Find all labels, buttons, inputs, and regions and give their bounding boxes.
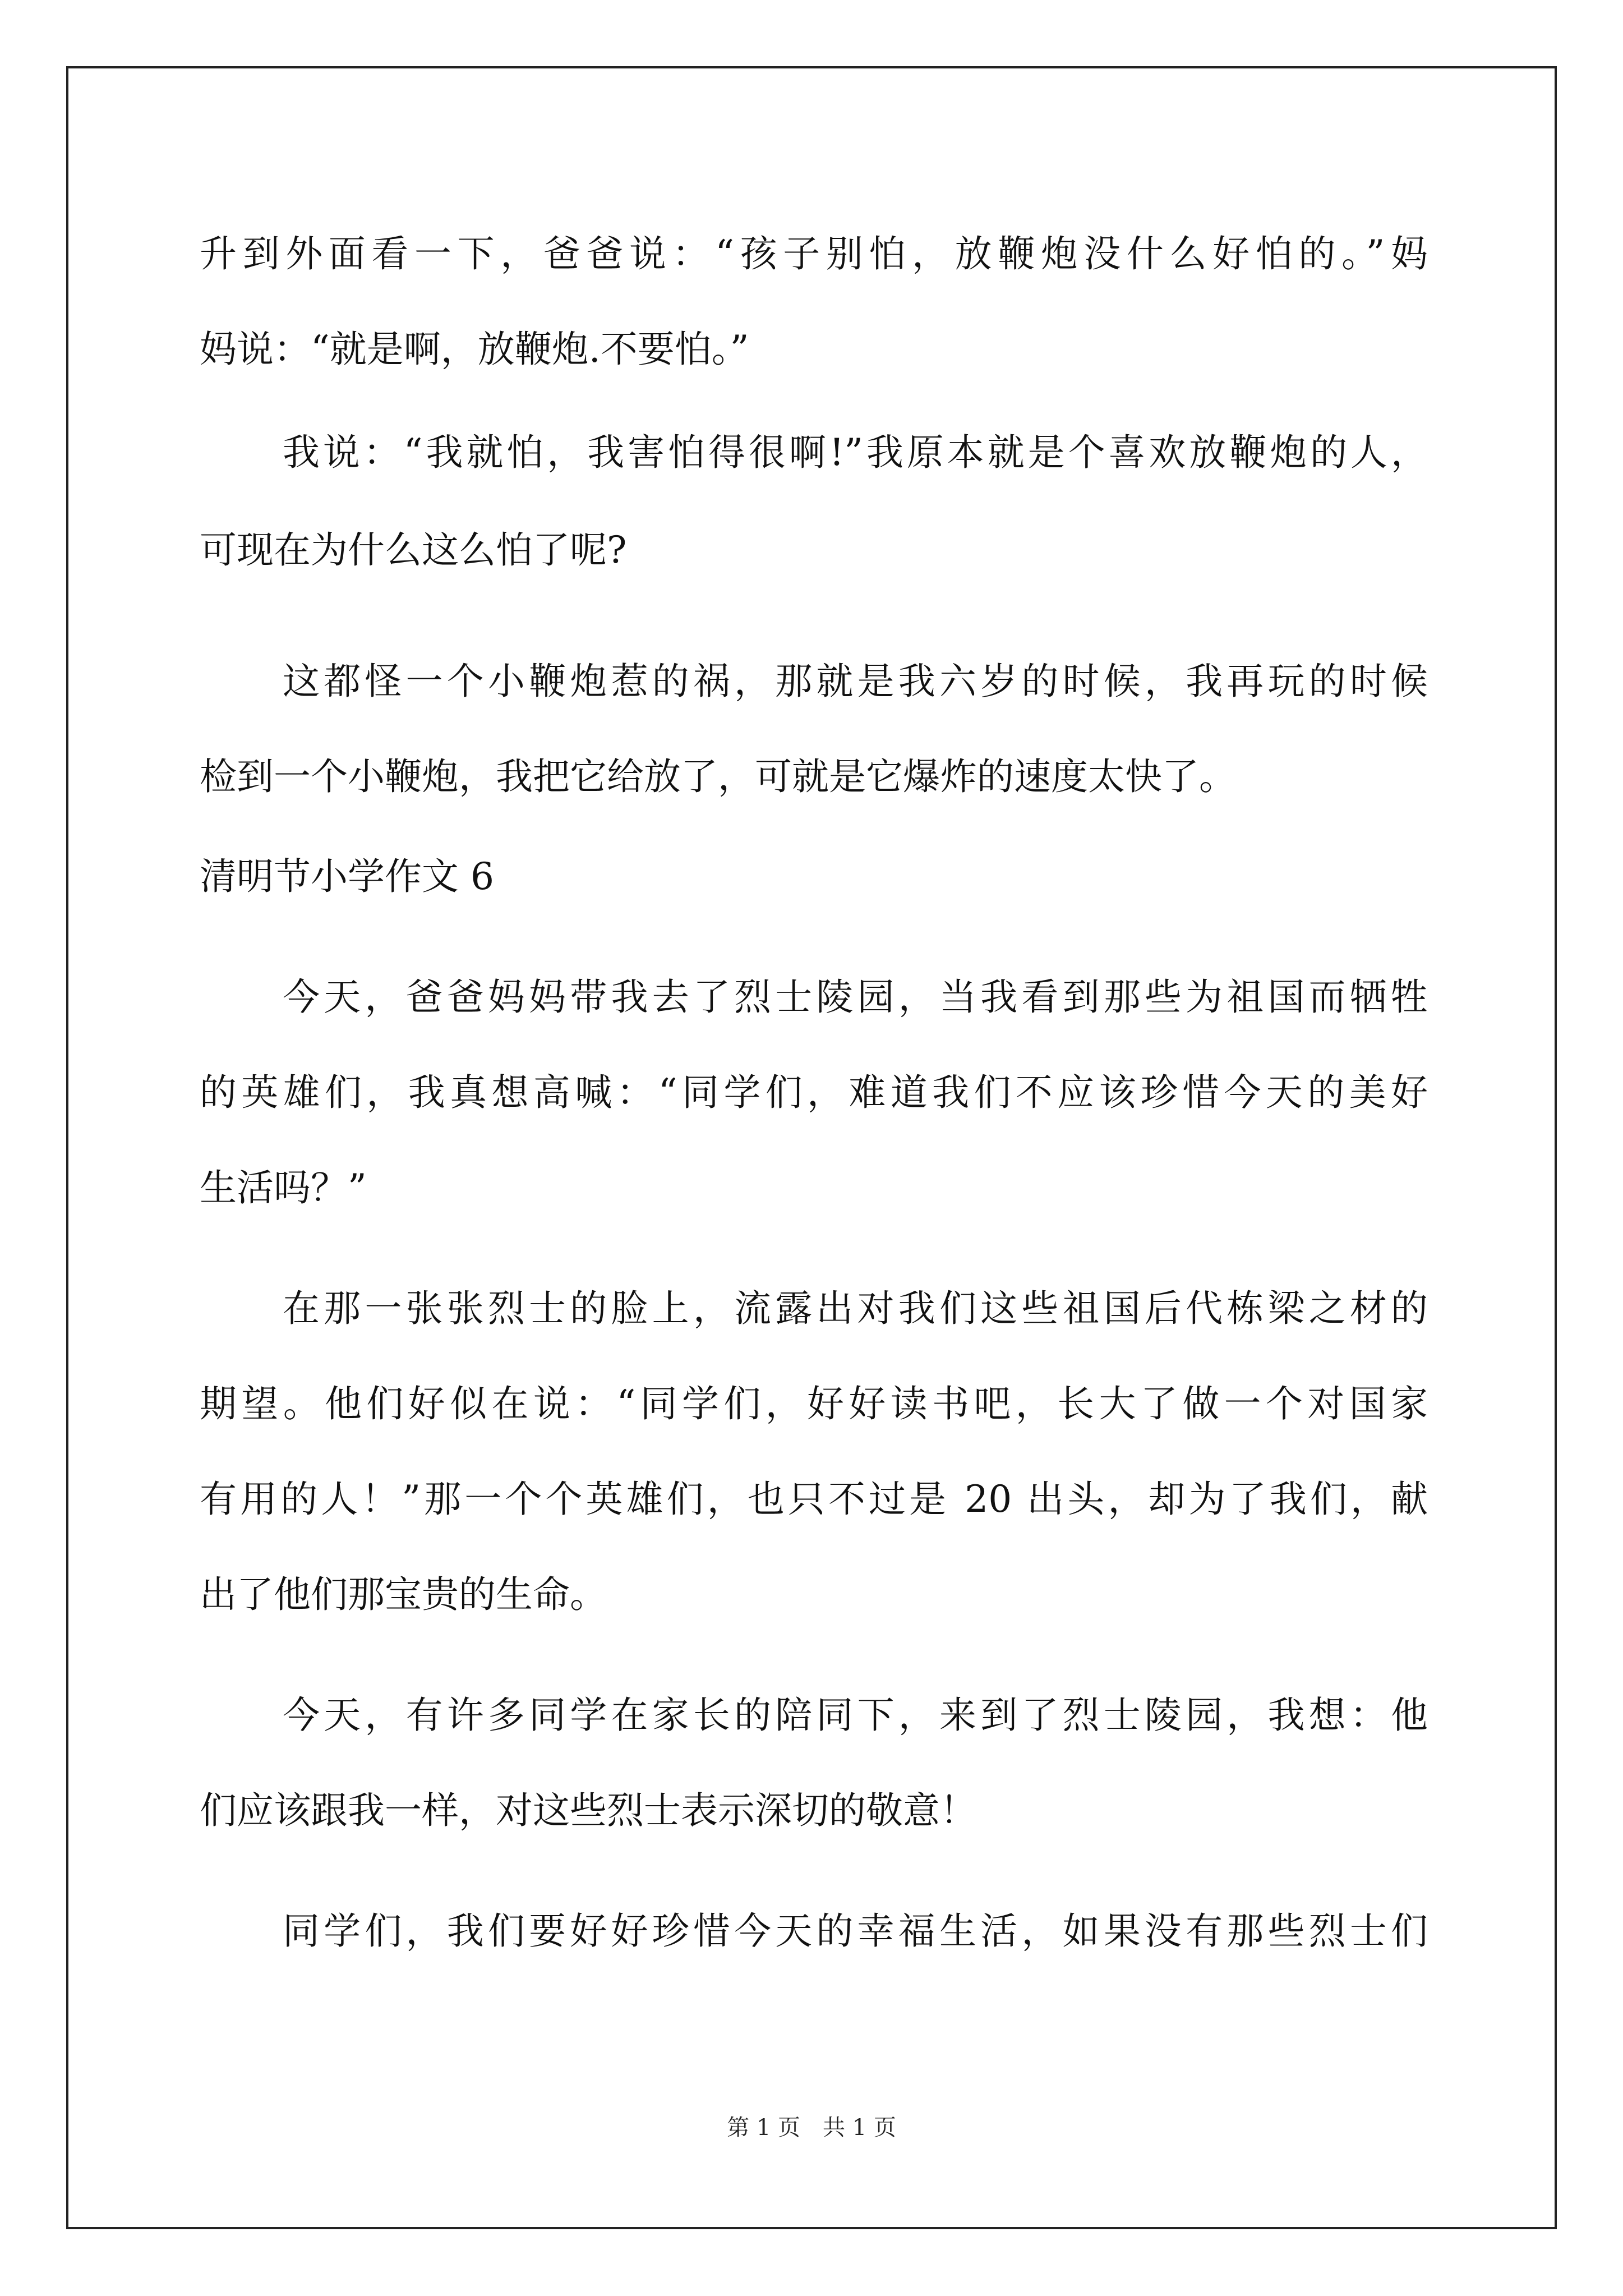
body-line: 出了他们那宝贵的生命。 [200,1573,607,1616]
body-line: 这都怪一个小鞭炮惹的祸，那就是我六岁的时候，我再玩的时候 [283,660,1428,703]
body-line: 期望。他们好似在说：“同学们，好好读书吧，长大了做一个对国家 [200,1382,1428,1425]
body-line: 同学们，我们要好好珍惜今天的幸福生活，如果没有那些烈士们 [283,1910,1428,1953]
body-line: 生活吗？” [200,1166,367,1209]
body-line: 有用的人！”那一个个英雄们，也只不过是 20 出头，却为了我们，献 [200,1478,1428,1521]
body-line: 我说：“我就怕，我害怕得很啊!”我原本就是个喜欢放鞭炮的人， [283,431,1428,474]
body-line: 今天，有许多同学在家长的陪同下，来到了烈士陵园，我想：他 [283,1694,1428,1737]
body-line: 升到外面看一下，爸爸说：“孩子别怕，放鞭炮没什么好怕的。”妈 [200,232,1428,275]
body-line: 的英雄们，我真想高喊：“同学们，难道我们不应该珍惜今天的美好 [200,1071,1428,1114]
page-number: 第 1 页 共 1 页 [727,2115,896,2141]
page-border [66,66,1557,2229]
body-line: 检到一个小鞭炮，我把它给放了，可就是它爆炸的速度太快了。 [200,755,1236,798]
body-line: 今天，爸爸妈妈带我去了烈士陵园，当我看到那些为祖国而牺牲 [283,976,1428,1019]
body-line: 妈说：“就是啊，放鞭炮.不要怕。” [200,328,749,371]
section-heading: 清明节小学作文 6 [200,855,494,898]
body-line: 可现在为什么这么怕了呢? [200,528,627,572]
body-line: 在那一张张烈士的脸上，流露出对我们这些祖国后代栋梁之材的 [283,1287,1428,1330]
body-line: 们应该跟我一样，对这些烈士表示深切的敬意！ [200,1789,977,1832]
